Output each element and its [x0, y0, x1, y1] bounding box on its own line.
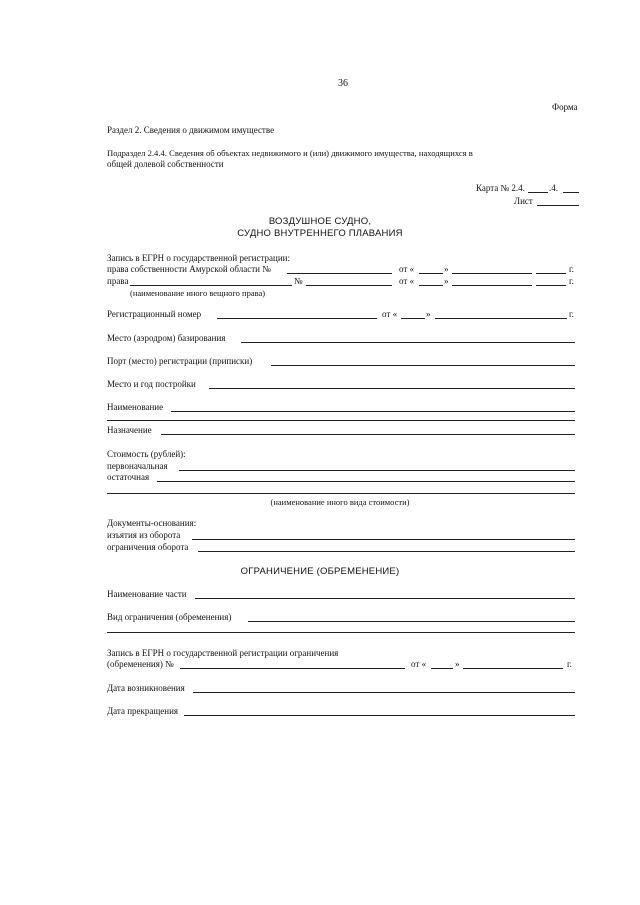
docs-heading: Документы-основания:: [107, 518, 197, 528]
reg-number-day-field[interactable]: [401, 318, 425, 319]
reg-number-quote-close: »: [426, 309, 431, 319]
right-label: права: [107, 276, 129, 286]
ownership-from-label: от «: [399, 264, 415, 274]
card-mid: .4.: [549, 183, 558, 193]
cost-initial-field[interactable]: [179, 470, 575, 471]
ownership-number-field[interactable]: [287, 273, 392, 274]
cost-initial-label: первоначальная: [107, 461, 168, 471]
port-label: Порт (место) регистрации (приписки): [107, 356, 253, 366]
place-year-field[interactable]: [209, 388, 575, 389]
name-field[interactable]: [171, 411, 575, 412]
card-label: Карта № 2.4.: [476, 183, 525, 193]
sheet-label: Лист: [514, 196, 533, 206]
reg-number-date-field[interactable]: [435, 318, 567, 319]
reg-number-field[interactable]: [217, 318, 377, 319]
right-from-label: от «: [399, 276, 415, 286]
encumbrance-day-field[interactable]: [431, 668, 453, 669]
right-year-field[interactable]: [536, 285, 566, 286]
ownership-day-field[interactable]: [419, 273, 443, 274]
encumbrance-date-field[interactable]: [463, 668, 563, 669]
cost-residual-label: остаточная: [107, 472, 150, 482]
encumbrance-title: ОГРАНИЧЕНИЕ (ОБРЕМЕНЕНИЕ): [240, 566, 400, 577]
name-field-extra[interactable]: [107, 420, 575, 421]
encumbrance-type-field[interactable]: [248, 621, 575, 622]
withdrawal-label: изъятия из оборота: [107, 530, 181, 540]
form-label: Форма: [552, 102, 578, 112]
ownership-quote-close: »: [444, 264, 449, 274]
encumbrance-quote-close: »: [455, 659, 460, 669]
cost-residual-field[interactable]: [157, 481, 575, 482]
restriction-field[interactable]: [198, 551, 575, 552]
reg-number-label: Регистрационный номер: [107, 309, 202, 319]
right-month-field[interactable]: [452, 285, 532, 286]
place-year-label: Место и год постройки: [107, 379, 196, 389]
right-number-field[interactable]: [306, 285, 392, 286]
encumbrance-record-line1: Запись в ЕГРН о государственной регистрации ограничения: [107, 648, 339, 658]
purpose-field[interactable]: [161, 434, 575, 435]
card-number-field[interactable]: [528, 192, 548, 193]
ownership-month-field[interactable]: [452, 273, 532, 274]
end-date-label: Дата прекращения: [107, 706, 179, 716]
right-note: (наименование иного вещного права): [130, 288, 266, 298]
section-title: Раздел 2. Сведения о движимом имуществе: [107, 125, 275, 135]
reg-number-year-suffix: г.: [569, 309, 574, 319]
start-date-label: Дата возникновения: [107, 683, 185, 693]
encumbrance-record-line2: (обременения) №: [107, 659, 174, 669]
sheet-field[interactable]: [537, 205, 579, 206]
cost-heading: Стоимость (рублей):: [107, 449, 186, 459]
ownership-label: права собственности Амурской области №: [107, 264, 271, 274]
reg-number-from-label: от «: [382, 309, 398, 319]
withdrawal-field[interactable]: [192, 539, 575, 540]
start-date-field[interactable]: [193, 692, 575, 693]
encumbrance-year-suffix: г.: [567, 659, 572, 669]
home-base-label: Место (аэродром) базирования: [107, 333, 226, 343]
right-number-sign: №: [294, 276, 303, 286]
end-date-field[interactable]: [184, 715, 575, 716]
cost-other-note: (наименование иного вида стоимости): [270, 497, 410, 507]
name-label: Наименование: [107, 402, 164, 412]
part-name-label: Наименование части: [107, 589, 187, 599]
subsection-title-line1: Подраздел 2.4.4. Сведения об объектах недвижимого и (или) движимого имущества, находящихся в: [107, 148, 473, 158]
subsection-title-line2: общей долевой собственности: [107, 159, 224, 169]
document-title-line1: ВОЗДУШНОЕ СУДНО,: [268, 216, 372, 227]
part-name-field[interactable]: [195, 598, 575, 599]
page-number: 36: [338, 78, 348, 89]
port-field[interactable]: [271, 365, 575, 366]
document-title-line2: СУДНО ВНУТРЕННЕГО ПЛАВАНИЯ: [237, 228, 403, 239]
encumbrance-type-field-extra[interactable]: [107, 632, 575, 633]
ownership-year-suffix: г.: [569, 264, 574, 274]
right-name-field[interactable]: [130, 285, 292, 286]
encumbrance-from-label: от «: [411, 659, 427, 669]
right-quote-close: »: [444, 276, 449, 286]
encumbrance-type-label: Вид ограничения (обременения): [107, 612, 232, 622]
purpose-label: Назначение: [107, 425, 152, 435]
restriction-label: ограничения оборота: [107, 542, 189, 552]
encumbrance-number-field[interactable]: [180, 668, 405, 669]
right-year-suffix: г.: [569, 276, 574, 286]
record-heading: Запись в ЕГРН о государственной регистрации:: [107, 253, 290, 263]
card-suffix-field[interactable]: [563, 192, 579, 193]
cost-other-field[interactable]: [107, 493, 575, 494]
ownership-year-field[interactable]: [536, 273, 566, 274]
home-base-field[interactable]: [241, 342, 575, 343]
right-day-field[interactable]: [419, 285, 443, 286]
